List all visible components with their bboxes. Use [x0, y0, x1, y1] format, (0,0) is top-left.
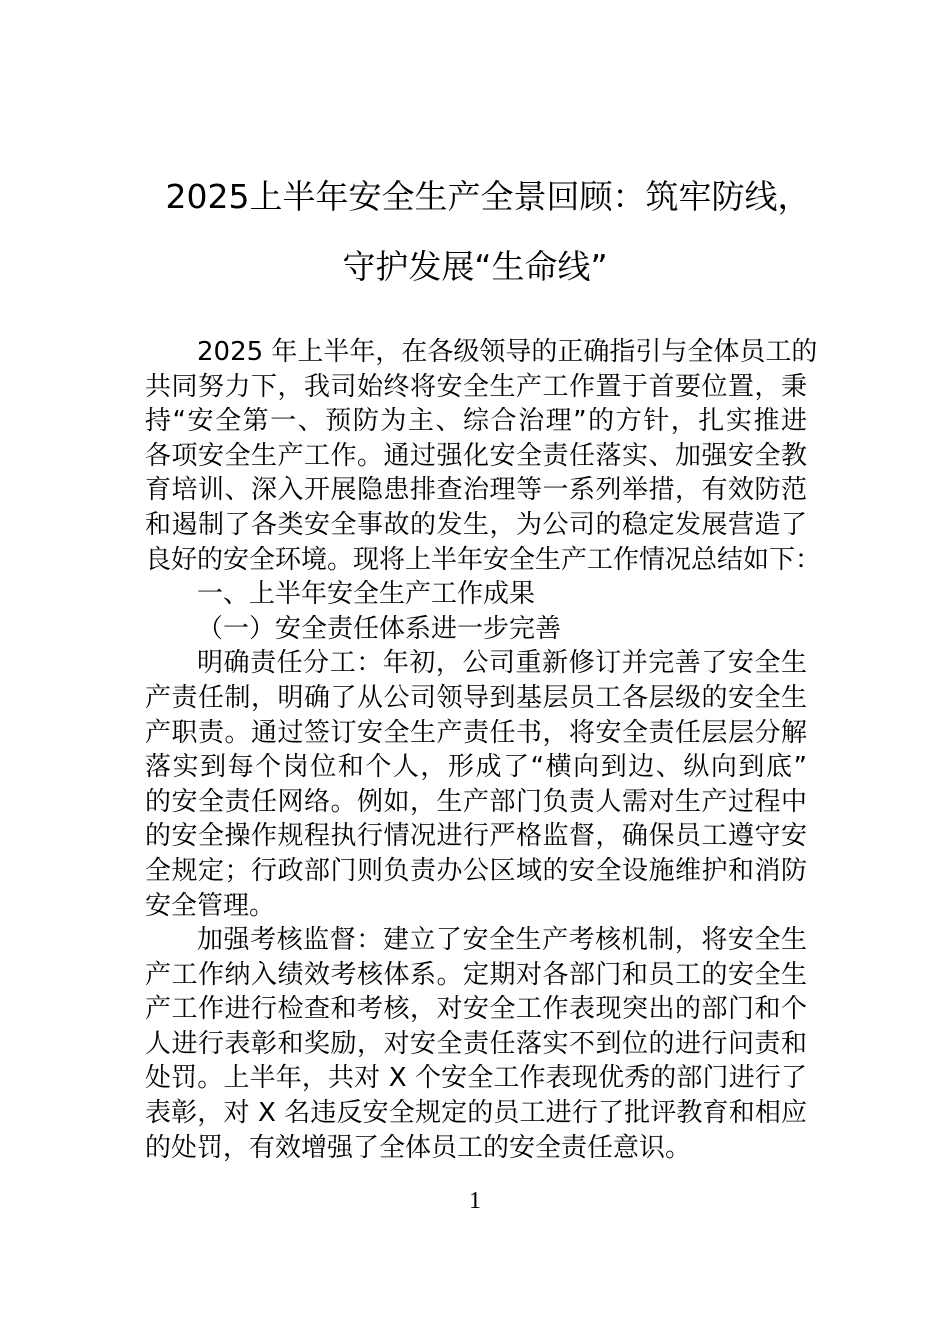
- document-title-line-2: 守护发展“生命线”: [342, 247, 608, 286]
- paragraph-line: 各项安全生产工作。通过强化安全责任落实、加强安全教: [145, 440, 807, 471]
- paragraph-line: 2025 年上半年，在各级领导的正确指引与全体员工的: [197, 337, 818, 367]
- paragraph-line: 产责任制，明确了从公司领导到基层员工各层级的安全生: [145, 682, 807, 713]
- paragraph-line: 的安全责任网络。例如，生产部门负责人需对生产过程中: [145, 786, 807, 817]
- paragraph-line: 产工作纳入绩效考核体系。定期对各部门和员工的安全生: [145, 959, 807, 990]
- paragraph-line: 持“安全第一、预防为主、综合治理”的方针，扎实推进: [145, 406, 807, 437]
- paragraph-line: 落实到每个岗位和个人，形成了“横向到边、纵向到底”: [145, 752, 807, 783]
- paragraph-line: 加强考核监督：建立了安全生产考核机制，将安全生: [197, 925, 807, 956]
- paragraph-line: 明确责任分工：年初，公司重新修订并完善了安全生: [197, 648, 807, 679]
- paragraph: [145, 577, 807, 612]
- paragraph-line: 良好的安全环境。现将上半年安全生产工作情况总结如下：: [145, 544, 822, 575]
- paragraph-line: 安全管理。: [145, 890, 276, 921]
- document-body: [145, 335, 822, 1165]
- paragraph-line: 共同努力下，我司始终将安全生产工作置于首要位置，秉: [145, 371, 807, 402]
- paragraph: [145, 646, 807, 923]
- paragraph-line: 产职责。通过签订安全生产责任书，将安全责任层层分解: [145, 717, 807, 748]
- paragraph-line: 的安全操作规程执行情况进行严格监督，确保员工遵守安: [145, 821, 807, 852]
- paragraph-line: 人进行表彰和奖励，对安全责任落实不到位的进行问责和: [145, 1028, 807, 1059]
- paragraph-line: 处罚。上半年，共对 X 个安全工作表现优秀的部门进行了: [145, 1063, 807, 1094]
- paragraph-line: 育培训、深入开展隐患排查治理等一系列举措，有效防范: [145, 475, 807, 506]
- page-number: 1: [469, 1188, 481, 1214]
- paragraph-line: 表彰，对 X 名违反安全规定的员工进行了批评教育和相应: [145, 1098, 807, 1129]
- paragraph: [145, 612, 807, 647]
- paragraph-line: 和遏制了各类安全事故的发生，为公司的稳定发展营造了: [145, 509, 807, 540]
- paragraph-line: 产工作进行检查和考核，对安全工作表现突出的部门和个: [145, 994, 807, 1025]
- paragraph: [145, 923, 807, 1165]
- paragraph-line: 一、上半年安全生产工作成果: [197, 579, 536, 610]
- document-title-line-1: 2025上半年安全生产全景回顾：筑牢防线，: [165, 177, 811, 216]
- paragraph-line: 的处罚，有效增强了全体员工的安全责任意识。: [145, 1132, 692, 1163]
- paragraph: [145, 335, 822, 577]
- paragraph-line: （一）安全责任体系进一步完善: [197, 613, 562, 644]
- paragraph-line: 全规定；行政部门则负责办公区域的安全设施维护和消防: [145, 855, 807, 886]
